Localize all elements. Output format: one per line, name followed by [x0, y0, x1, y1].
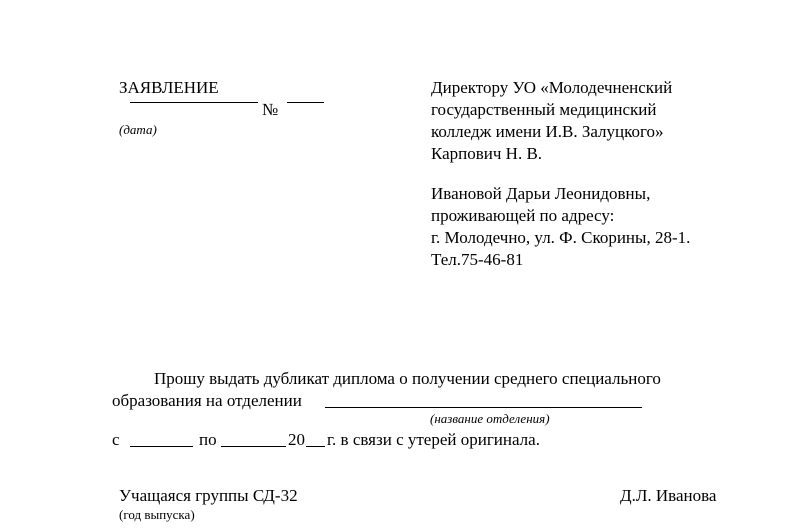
student-label: Учащаяся группы СД-32 — [119, 486, 298, 505]
year-prefix: 20 — [288, 430, 305, 449]
to-label: по — [199, 430, 217, 449]
recipient-line-3: колледж имени И.В. Залуцкого» — [431, 122, 664, 141]
department-field-line[interactable] — [325, 407, 642, 408]
year-suffix-line[interactable] — [306, 446, 325, 447]
number-field-line[interactable] — [287, 102, 324, 103]
sender-line-2: проживающей по адресу: — [431, 206, 615, 225]
request-line-1: Прошу выдать дубликат диплома о получении среднего специального — [154, 369, 661, 388]
sender-line-1: Ивановой Дарьи Леонидовны, — [431, 184, 651, 203]
request-line-2: образования на отделении — [112, 391, 302, 410]
sender-line-4: Тел.75-46-81 — [431, 250, 524, 269]
department-hint: (название отделения) — [430, 411, 550, 426]
document-title: ЗАЯВЛЕНИЕ — [119, 78, 219, 97]
recipient-line-1: Директору УО «Молодечненский — [431, 78, 673, 97]
sender-line-3: г. Молодечно, ул. Ф. Скорины, 28-1. — [431, 228, 691, 247]
from-label: с — [112, 430, 120, 449]
signature-name: Д.Л. Иванова — [620, 486, 717, 505]
date-field-line[interactable] — [130, 102, 258, 103]
from-date-line[interactable] — [130, 446, 193, 447]
recipient-line-4: Карпович Н. В. — [431, 144, 543, 163]
request-line-3-tail: г. в связи с утерей оригинала. — [327, 430, 540, 449]
date-hint: (дата) — [119, 122, 157, 137]
to-date-line[interactable] — [221, 446, 286, 447]
graduation-year-hint: (год выпуска) — [119, 507, 195, 522]
number-sign: № — [262, 100, 279, 119]
recipient-line-2: государственный медицинский — [431, 100, 657, 119]
